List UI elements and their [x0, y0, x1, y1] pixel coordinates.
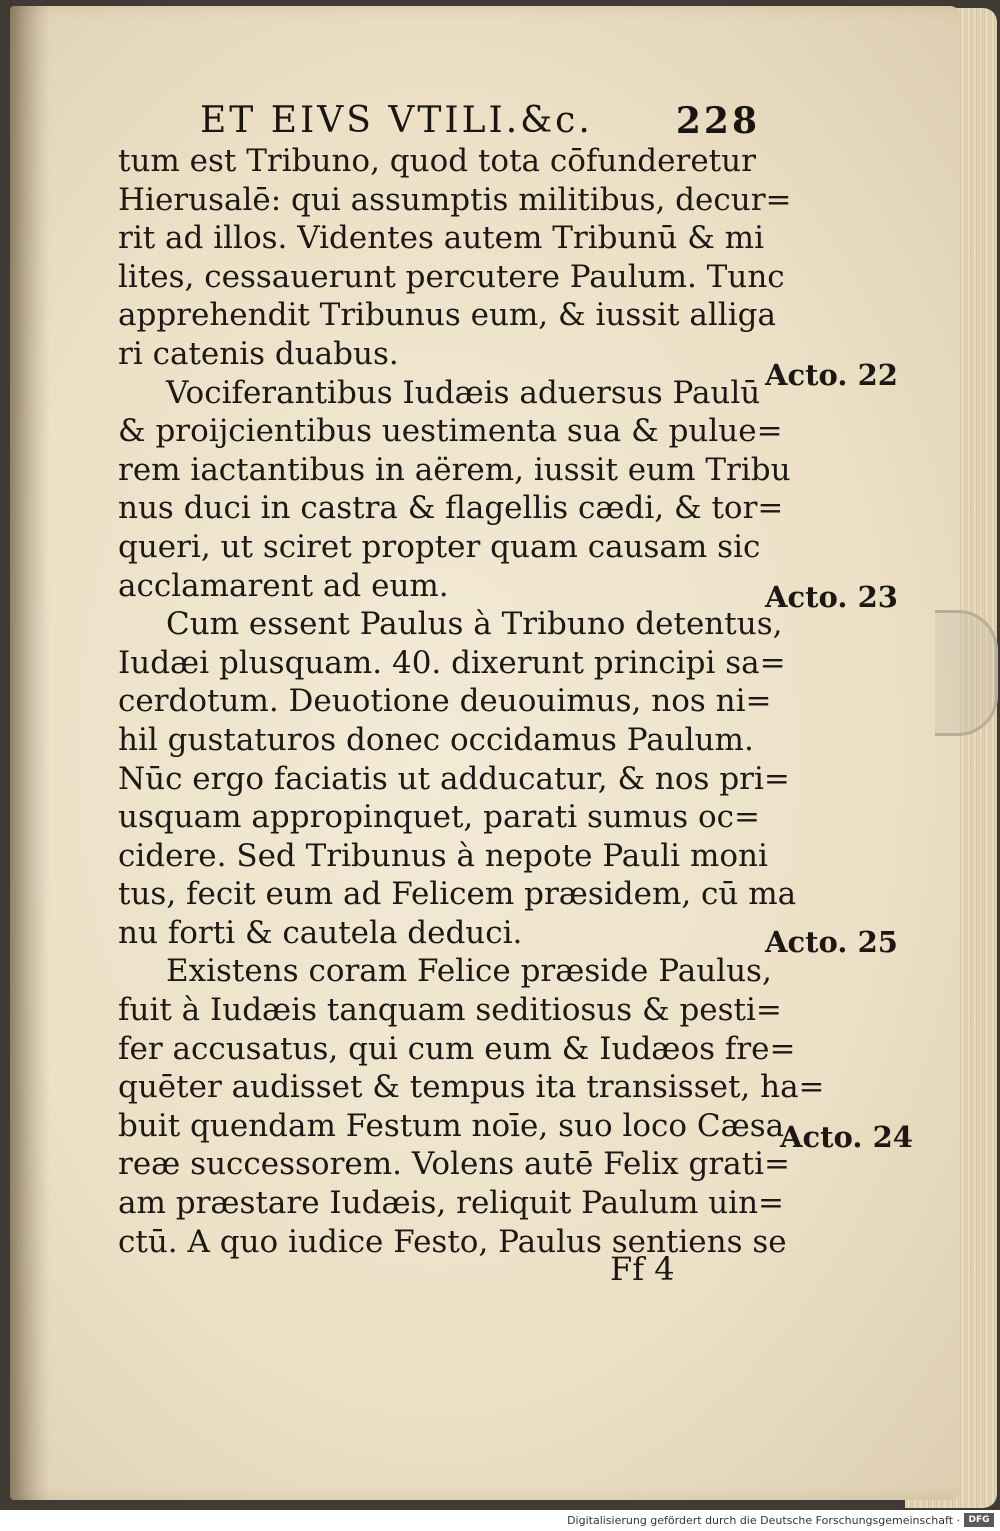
text-line: cidere. Sed Tribunus à nepote Pauli moni [118, 837, 768, 874]
text-line: lites, cessauerunt percutere Paulum. Tunc [118, 258, 785, 295]
text-line: apprehendit Tribunus eum, & iussit alliga [118, 297, 776, 334]
text-line: queri, ut sciret propter quam causam sic [118, 528, 761, 565]
signature-mark: Ff 4 [610, 1250, 675, 1288]
text-line: tus, fecit eum ad Felicem præsidem, cū ma [118, 876, 797, 913]
text-line: fuit à Iudæis tanquam seditiosus & pesti= [118, 992, 782, 1029]
margin-note: Acto. 23 [765, 580, 898, 614]
text-line: am præstare Iudæis, reliquit Paulum uin= [118, 1185, 785, 1222]
funding-credit: Digitalisierung gefördert durch die Deutsche Forschungsgemeinschaft · [567, 1514, 960, 1527]
text-line: usquam appropinquet, parati sumus oc= [118, 799, 760, 836]
text-line: Existens coram Felice præside Paulus, [166, 953, 772, 990]
text-line: tum est Tribuno, quod tota cōfunderetur [118, 143, 756, 179]
text-line: buit quendam Festum noīe, suo loco Cæsa [118, 1107, 785, 1144]
text-line: nus duci in castra & flagellis cædi, & tor= [118, 490, 784, 527]
text-line: Cum essent Paulus à Tribuno detentus, [166, 606, 783, 643]
page-clip [935, 610, 998, 736]
text-line: Nūc ergo faciatis ut adducatur, & nos pri= [118, 760, 790, 797]
body-text [118, 142, 825, 1261]
dfg-logo-icon: DFG [964, 1513, 994, 1527]
text-line: hil gustaturos donec occidamus Paulum. [118, 721, 754, 758]
footer [0, 1510, 1000, 1531]
text-line: quēter audisset & tempus ita transisset, ha= [118, 1069, 825, 1106]
text-line: Vociferantibus Iudæis aduersus Paulū [166, 374, 761, 411]
gutter-shadow [10, 6, 50, 1500]
text-line: ctū. A quo iudice Festo, Paulus sentiens se [118, 1223, 787, 1260]
text-line: Hierusalē: qui assumptis militibus, decur= [118, 181, 792, 218]
text-line: nu forti & cautela deduci. [118, 914, 523, 951]
running-title: ET EIVS VTILI.&c. [200, 100, 593, 141]
text-line: & proijcientibus uestimenta sua & pulue= [118, 413, 783, 450]
text-line: reæ successorem. Volens autē Felix grati= [118, 1146, 790, 1183]
text-line: acclamarent ad eum. [118, 567, 449, 604]
text-line: rit ad illos. Videntes autem Tribunū & mi [118, 220, 764, 257]
margin-note: Acto. 22 [765, 358, 898, 392]
text-line: ri catenis duabus. [118, 335, 399, 372]
page-number: 228 [675, 100, 760, 142]
text-line: rem iactantibus in aërem, iussit eum Tribu [118, 451, 791, 488]
margin-note: Acto. 24 [780, 1120, 913, 1154]
margin-note: Acto. 25 [765, 925, 898, 959]
margin-notes [765, 0, 913, 1400]
text-line: cerdotum. Deuotione deuouimus, nos ni= [118, 683, 772, 720]
text-line: Iudæi plusquam. 40. dixerunt principi sa= [118, 644, 786, 681]
text-line: fer accusatus, qui cum eum & Iudæos fre= [118, 1030, 796, 1067]
